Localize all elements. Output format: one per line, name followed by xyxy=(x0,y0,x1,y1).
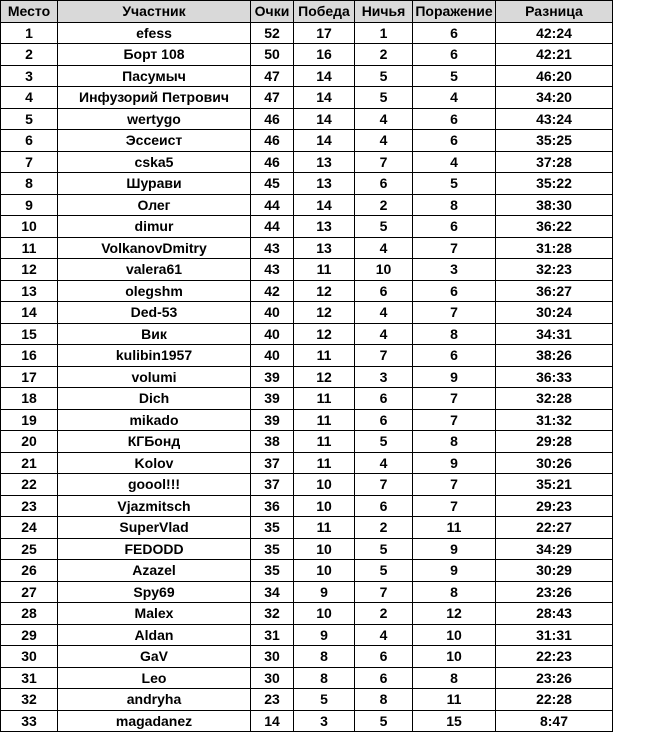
difference-cell: 42:24 xyxy=(496,22,613,44)
header-place: Место xyxy=(1,1,58,23)
participant-cell: dimur xyxy=(58,216,251,238)
participant-cell: Ded-53 xyxy=(58,302,251,324)
wins-cell: 8 xyxy=(294,646,355,668)
difference-cell: 32:23 xyxy=(496,259,613,281)
participant-cell: Шурави xyxy=(58,173,251,195)
wins-cell: 13 xyxy=(294,173,355,195)
losses-cell: 8 xyxy=(413,323,496,345)
participant-cell: Spy69 xyxy=(58,581,251,603)
draws-cell: 5 xyxy=(355,65,413,87)
place-cell: 29 xyxy=(1,624,58,646)
table-row xyxy=(1,538,613,560)
losses-cell: 7 xyxy=(413,302,496,324)
losses-cell: 3 xyxy=(413,259,496,281)
participant-cell: volumi xyxy=(58,366,251,388)
draws-cell: 6 xyxy=(355,495,413,517)
difference-cell: 46:20 xyxy=(496,65,613,87)
table-row xyxy=(1,87,613,109)
losses-cell: 7 xyxy=(413,409,496,431)
participant-cell: magadanez xyxy=(58,710,251,732)
wins-cell: 10 xyxy=(294,603,355,625)
standings-body xyxy=(1,22,613,732)
wins-cell: 13 xyxy=(294,151,355,173)
draws-cell: 8 xyxy=(355,689,413,711)
draws-cell: 5 xyxy=(355,538,413,560)
place-cell: 17 xyxy=(1,366,58,388)
place-cell: 7 xyxy=(1,151,58,173)
draws-cell: 4 xyxy=(355,130,413,152)
wins-cell: 12 xyxy=(294,302,355,324)
losses-cell: 9 xyxy=(413,366,496,388)
losses-cell: 12 xyxy=(413,603,496,625)
points-cell: 30 xyxy=(251,667,294,689)
points-cell: 47 xyxy=(251,87,294,109)
participant-cell: goool!!! xyxy=(58,474,251,496)
points-cell: 36 xyxy=(251,495,294,517)
participant-cell: Инфузорий Петрович xyxy=(58,87,251,109)
points-cell: 23 xyxy=(251,689,294,711)
difference-cell: 8:47 xyxy=(496,710,613,732)
points-cell: 39 xyxy=(251,388,294,410)
table-row xyxy=(1,710,613,732)
place-cell: 21 xyxy=(1,452,58,474)
draws-cell: 6 xyxy=(355,280,413,302)
draws-cell: 2 xyxy=(355,517,413,539)
wins-cell: 8 xyxy=(294,667,355,689)
points-cell: 37 xyxy=(251,452,294,474)
difference-cell: 28:43 xyxy=(496,603,613,625)
table-row xyxy=(1,237,613,259)
draws-cell: 5 xyxy=(355,216,413,238)
draws-cell: 2 xyxy=(355,44,413,66)
points-cell: 40 xyxy=(251,345,294,367)
points-cell: 40 xyxy=(251,323,294,345)
draws-cell: 7 xyxy=(355,345,413,367)
participant-cell: kulibin1957 xyxy=(58,345,251,367)
losses-cell: 4 xyxy=(413,151,496,173)
participant-cell: Борт 108 xyxy=(58,44,251,66)
draws-cell: 4 xyxy=(355,452,413,474)
difference-cell: 34:29 xyxy=(496,538,613,560)
participant-cell: wertygo xyxy=(58,108,251,130)
difference-cell: 34:31 xyxy=(496,323,613,345)
difference-cell: 22:28 xyxy=(496,689,613,711)
draws-cell: 7 xyxy=(355,474,413,496)
draws-cell: 4 xyxy=(355,624,413,646)
participant-cell: olegshm xyxy=(58,280,251,302)
place-cell: 31 xyxy=(1,667,58,689)
draws-cell: 5 xyxy=(355,710,413,732)
losses-cell: 8 xyxy=(413,194,496,216)
points-cell: 31 xyxy=(251,624,294,646)
difference-cell: 30:29 xyxy=(496,560,613,582)
table-row xyxy=(1,22,613,44)
participant-cell: КГБонд xyxy=(58,431,251,453)
draws-cell: 1 xyxy=(355,22,413,44)
difference-cell: 31:28 xyxy=(496,237,613,259)
wins-cell: 13 xyxy=(294,216,355,238)
difference-cell: 36:22 xyxy=(496,216,613,238)
participant-cell: valera61 xyxy=(58,259,251,281)
losses-cell: 5 xyxy=(413,65,496,87)
participant-cell: Kolov xyxy=(58,452,251,474)
place-cell: 26 xyxy=(1,560,58,582)
points-cell: 32 xyxy=(251,603,294,625)
losses-cell: 6 xyxy=(413,280,496,302)
losses-cell: 6 xyxy=(413,108,496,130)
points-cell: 34 xyxy=(251,581,294,603)
difference-cell: 35:25 xyxy=(496,130,613,152)
draws-cell: 4 xyxy=(355,108,413,130)
draws-cell: 6 xyxy=(355,667,413,689)
difference-cell: 36:27 xyxy=(496,280,613,302)
header-losses: Поражение xyxy=(413,1,496,23)
losses-cell: 4 xyxy=(413,87,496,109)
place-cell: 12 xyxy=(1,259,58,281)
participant-cell: Dich xyxy=(58,388,251,410)
table-row xyxy=(1,151,613,173)
points-cell: 44 xyxy=(251,194,294,216)
points-cell: 39 xyxy=(251,409,294,431)
points-cell: 30 xyxy=(251,646,294,668)
losses-cell: 15 xyxy=(413,710,496,732)
points-cell: 43 xyxy=(251,259,294,281)
table-row xyxy=(1,65,613,87)
wins-cell: 14 xyxy=(294,194,355,216)
difference-cell: 43:24 xyxy=(496,108,613,130)
losses-cell: 7 xyxy=(413,474,496,496)
losses-cell: 6 xyxy=(413,22,496,44)
draws-cell: 7 xyxy=(355,581,413,603)
points-cell: 39 xyxy=(251,366,294,388)
table-row xyxy=(1,667,613,689)
difference-cell: 31:32 xyxy=(496,409,613,431)
participant-cell: FEDODD xyxy=(58,538,251,560)
points-cell: 40 xyxy=(251,302,294,324)
table-row xyxy=(1,366,613,388)
draws-cell: 5 xyxy=(355,560,413,582)
points-cell: 46 xyxy=(251,130,294,152)
difference-cell: 31:31 xyxy=(496,624,613,646)
table-row xyxy=(1,603,613,625)
points-cell: 45 xyxy=(251,173,294,195)
table-row xyxy=(1,431,613,453)
header-participant: Участник xyxy=(58,1,251,23)
participant-cell: efess xyxy=(58,22,251,44)
difference-cell: 34:20 xyxy=(496,87,613,109)
participant-cell: SuperVlad xyxy=(58,517,251,539)
table-row xyxy=(1,581,613,603)
draws-cell: 5 xyxy=(355,87,413,109)
table-row xyxy=(1,302,613,324)
points-cell: 35 xyxy=(251,538,294,560)
draws-cell: 10 xyxy=(355,259,413,281)
participant-cell: cska5 xyxy=(58,151,251,173)
wins-cell: 10 xyxy=(294,474,355,496)
wins-cell: 14 xyxy=(294,65,355,87)
losses-cell: 7 xyxy=(413,495,496,517)
difference-cell: 29:28 xyxy=(496,431,613,453)
points-cell: 37 xyxy=(251,474,294,496)
wins-cell: 11 xyxy=(294,517,355,539)
points-cell: 44 xyxy=(251,216,294,238)
losses-cell: 11 xyxy=(413,517,496,539)
draws-cell: 6 xyxy=(355,409,413,431)
header-row xyxy=(1,1,613,23)
participant-cell: GaV xyxy=(58,646,251,668)
difference-cell: 35:21 xyxy=(496,474,613,496)
wins-cell: 11 xyxy=(294,345,355,367)
wins-cell: 11 xyxy=(294,431,355,453)
draws-cell: 2 xyxy=(355,603,413,625)
points-cell: 38 xyxy=(251,431,294,453)
participant-cell: Malex xyxy=(58,603,251,625)
place-cell: 24 xyxy=(1,517,58,539)
losses-cell: 6 xyxy=(413,44,496,66)
table-row xyxy=(1,388,613,410)
participant-cell: andryha xyxy=(58,689,251,711)
place-cell: 8 xyxy=(1,173,58,195)
draws-cell: 5 xyxy=(355,431,413,453)
points-cell: 42 xyxy=(251,280,294,302)
draws-cell: 6 xyxy=(355,388,413,410)
difference-cell: 37:28 xyxy=(496,151,613,173)
difference-cell: 32:28 xyxy=(496,388,613,410)
losses-cell: 7 xyxy=(413,237,496,259)
wins-cell: 11 xyxy=(294,388,355,410)
points-cell: 43 xyxy=(251,237,294,259)
participant-cell: Azazel xyxy=(58,560,251,582)
wins-cell: 13 xyxy=(294,237,355,259)
table-row xyxy=(1,517,613,539)
place-cell: 2 xyxy=(1,44,58,66)
draws-cell: 4 xyxy=(355,237,413,259)
losses-cell: 6 xyxy=(413,130,496,152)
place-cell: 18 xyxy=(1,388,58,410)
draws-cell: 2 xyxy=(355,194,413,216)
place-cell: 13 xyxy=(1,280,58,302)
losses-cell: 5 xyxy=(413,173,496,195)
difference-cell: 23:26 xyxy=(496,581,613,603)
difference-cell: 42:21 xyxy=(496,44,613,66)
table-row xyxy=(1,130,613,152)
losses-cell: 8 xyxy=(413,667,496,689)
losses-cell: 6 xyxy=(413,216,496,238)
difference-cell: 22:27 xyxy=(496,517,613,539)
points-cell: 52 xyxy=(251,22,294,44)
place-cell: 20 xyxy=(1,431,58,453)
place-cell: 5 xyxy=(1,108,58,130)
place-cell: 9 xyxy=(1,194,58,216)
wins-cell: 17 xyxy=(294,22,355,44)
place-cell: 23 xyxy=(1,495,58,517)
place-cell: 16 xyxy=(1,345,58,367)
wins-cell: 10 xyxy=(294,538,355,560)
wins-cell: 14 xyxy=(294,130,355,152)
draws-cell: 4 xyxy=(355,323,413,345)
wins-cell: 11 xyxy=(294,452,355,474)
points-cell: 14 xyxy=(251,710,294,732)
points-cell: 35 xyxy=(251,517,294,539)
participant-cell: VolkanovDmitry xyxy=(58,237,251,259)
place-cell: 15 xyxy=(1,323,58,345)
wins-cell: 16 xyxy=(294,44,355,66)
wins-cell: 3 xyxy=(294,710,355,732)
table-row xyxy=(1,624,613,646)
draws-cell: 3 xyxy=(355,366,413,388)
place-cell: 33 xyxy=(1,710,58,732)
difference-cell: 35:22 xyxy=(496,173,613,195)
difference-cell: 36:33 xyxy=(496,366,613,388)
participant-cell: Вик xyxy=(58,323,251,345)
losses-cell: 9 xyxy=(413,538,496,560)
table-row xyxy=(1,216,613,238)
place-cell: 10 xyxy=(1,216,58,238)
draws-cell: 6 xyxy=(355,646,413,668)
table-row xyxy=(1,452,613,474)
table-row xyxy=(1,495,613,517)
table-row xyxy=(1,474,613,496)
table-row xyxy=(1,108,613,130)
table-row xyxy=(1,689,613,711)
table-row xyxy=(1,560,613,582)
wins-cell: 9 xyxy=(294,581,355,603)
header-wins: Победа xyxy=(294,1,355,23)
wins-cell: 9 xyxy=(294,624,355,646)
wins-cell: 5 xyxy=(294,689,355,711)
losses-cell: 7 xyxy=(413,388,496,410)
difference-cell: 30:26 xyxy=(496,452,613,474)
table-row xyxy=(1,173,613,195)
place-cell: 22 xyxy=(1,474,58,496)
wins-cell: 11 xyxy=(294,409,355,431)
place-cell: 4 xyxy=(1,87,58,109)
table-row xyxy=(1,44,613,66)
table-row xyxy=(1,409,613,431)
draws-cell: 7 xyxy=(355,151,413,173)
place-cell: 14 xyxy=(1,302,58,324)
points-cell: 50 xyxy=(251,44,294,66)
losses-cell: 9 xyxy=(413,452,496,474)
losses-cell: 11 xyxy=(413,689,496,711)
losses-cell: 6 xyxy=(413,345,496,367)
participant-cell: mikado xyxy=(58,409,251,431)
draws-cell: 4 xyxy=(355,302,413,324)
place-cell: 27 xyxy=(1,581,58,603)
table-row xyxy=(1,323,613,345)
losses-cell: 10 xyxy=(413,646,496,668)
losses-cell: 10 xyxy=(413,624,496,646)
wins-cell: 14 xyxy=(294,108,355,130)
header-draws: Ничья xyxy=(355,1,413,23)
place-cell: 28 xyxy=(1,603,58,625)
difference-cell: 30:24 xyxy=(496,302,613,324)
participant-cell: Пасумыч xyxy=(58,65,251,87)
losses-cell: 8 xyxy=(413,431,496,453)
wins-cell: 12 xyxy=(294,366,355,388)
place-cell: 32 xyxy=(1,689,58,711)
wins-cell: 12 xyxy=(294,280,355,302)
header-difference: Разница xyxy=(496,1,613,23)
wins-cell: 11 xyxy=(294,259,355,281)
table-row xyxy=(1,646,613,668)
points-cell: 35 xyxy=(251,560,294,582)
participant-cell: Эссеист xyxy=(58,130,251,152)
table-row xyxy=(1,259,613,281)
wins-cell: 14 xyxy=(294,87,355,109)
difference-cell: 22:23 xyxy=(496,646,613,668)
difference-cell: 29:23 xyxy=(496,495,613,517)
place-cell: 19 xyxy=(1,409,58,431)
difference-cell: 23:26 xyxy=(496,667,613,689)
wins-cell: 10 xyxy=(294,495,355,517)
table-row xyxy=(1,280,613,302)
participant-cell: Олег xyxy=(58,194,251,216)
losses-cell: 9 xyxy=(413,560,496,582)
place-cell: 30 xyxy=(1,646,58,668)
place-cell: 11 xyxy=(1,237,58,259)
place-cell: 25 xyxy=(1,538,58,560)
points-cell: 46 xyxy=(251,151,294,173)
place-cell: 1 xyxy=(1,22,58,44)
participant-cell: Leo xyxy=(58,667,251,689)
difference-cell: 38:26 xyxy=(496,345,613,367)
losses-cell: 8 xyxy=(413,581,496,603)
wins-cell: 10 xyxy=(294,560,355,582)
header-points: Очки xyxy=(251,1,294,23)
difference-cell: 38:30 xyxy=(496,194,613,216)
points-cell: 47 xyxy=(251,65,294,87)
place-cell: 6 xyxy=(1,130,58,152)
draws-cell: 6 xyxy=(355,173,413,195)
points-cell: 46 xyxy=(251,108,294,130)
participant-cell: Vjazmitsch xyxy=(58,495,251,517)
table-row xyxy=(1,194,613,216)
wins-cell: 12 xyxy=(294,323,355,345)
place-cell: 3 xyxy=(1,65,58,87)
participant-cell: Aldan xyxy=(58,624,251,646)
table-row xyxy=(1,345,613,367)
